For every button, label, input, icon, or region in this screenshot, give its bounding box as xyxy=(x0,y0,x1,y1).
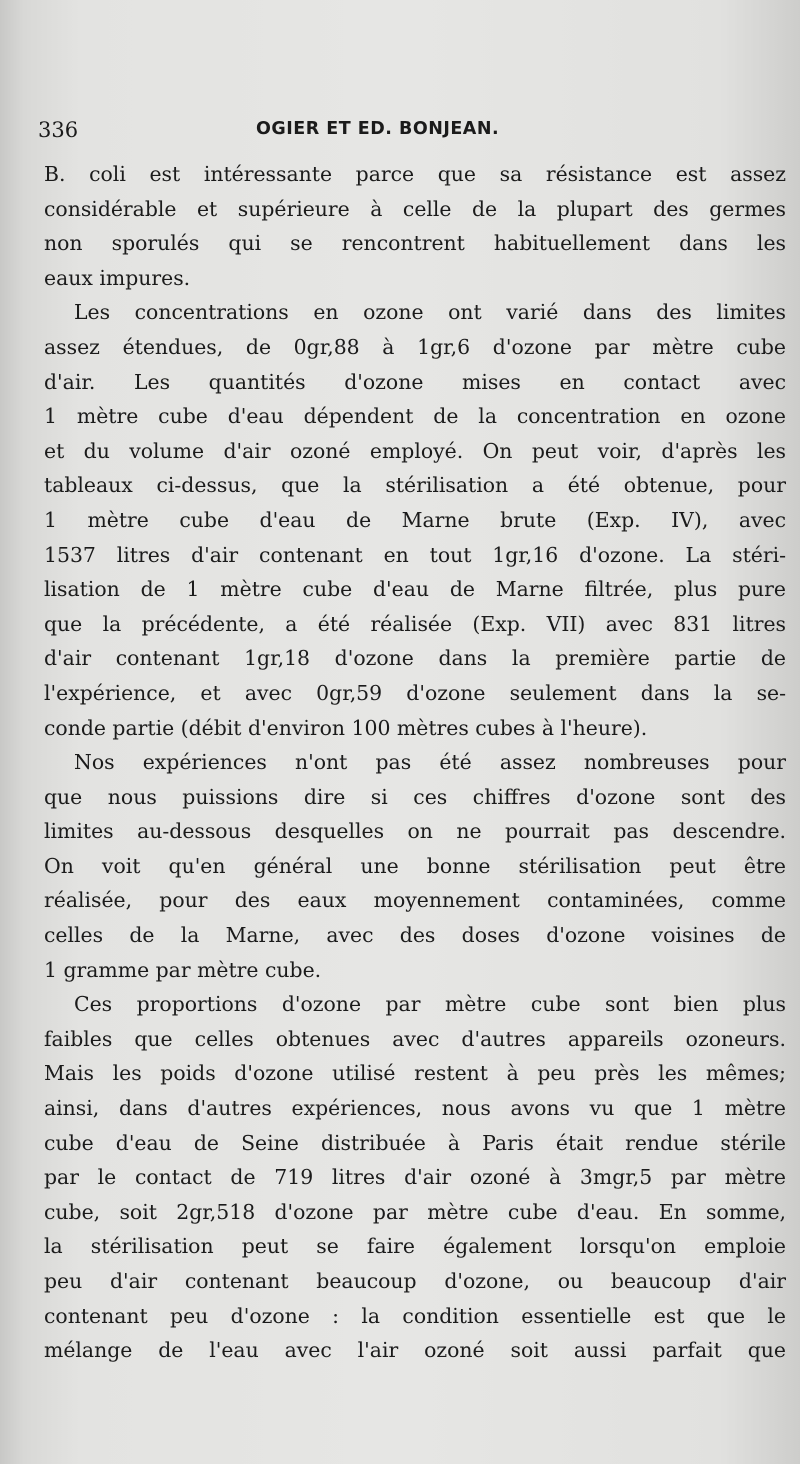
text-line: Nos expériences n'ont pas été assez nombreuses pour xyxy=(74,750,786,775)
text-line: mélange de l'eau avec l'air ozoné soit aussi parfait que xyxy=(44,1338,786,1363)
text-line: limites au-dessous desquelles on ne pourrait pas descendre. xyxy=(44,819,786,844)
text-line: et du volume d'air ozoné employé. On peut voir, d'après les xyxy=(44,438,786,463)
text-line: non sporulés qui se rencontrent habituellement dans les xyxy=(44,231,786,256)
text-line: cube, soit 2gr,518 d'ozone par mètre cube d'eau. En somme, xyxy=(44,1199,786,1224)
text-line: contenant peu d'ozone : la condition essentielle est que le xyxy=(44,1303,786,1328)
text-line: d'air. Les quantités d'ozone mises en contact avec xyxy=(44,369,786,394)
body-text xyxy=(44,157,786,1368)
text-line: 1537 litres d'air contenant en tout 1gr,16 d'ozone. La stéri- xyxy=(44,542,786,567)
text-line: On voit qu'en général une bonne stérilisation peut être xyxy=(44,853,786,878)
text-line: lisation de 1 mètre cube d'eau de Marne filtrée, plus pure xyxy=(44,577,786,602)
text-line: cube d'eau de Seine distribuée à Paris était rendue stérile xyxy=(44,1130,786,1155)
text-line: 1 gramme par mètre cube. xyxy=(44,957,322,982)
text-line: Mais les poids d'ozone utilisé restent à peu près les mêmes; xyxy=(44,1061,786,1086)
text-line: B. coli est intéressante parce que sa résistance est assez xyxy=(44,162,786,186)
text-line: celles de la Marne, avec des doses d'ozone voisines de xyxy=(44,923,786,948)
text-line: ainsi, dans d'autres expériences, nous avons vu que 1 mètre xyxy=(44,1096,786,1121)
page-header xyxy=(38,118,778,148)
text-line: par le contact de 719 litres d'air ozoné à 3mgr,5 par mètre xyxy=(44,1165,786,1190)
text-line: l'expérience, et avec 0gr,59 d'ozone seulement dans la se- xyxy=(44,680,786,705)
text-line: tableaux ci-dessus, que la stérilisation a été obtenue, pour xyxy=(44,473,786,498)
page-number: 336 xyxy=(38,118,79,142)
text-line: eaux impures. xyxy=(44,265,191,290)
text-line: considérable et supérieure à celle de la plupart des germes xyxy=(44,196,786,221)
text-line: que nous puissions dire si ces chiffres d'ozone sont des xyxy=(44,784,786,809)
text-line: la stérilisation peut se faire également lorsqu'on emploie xyxy=(44,1234,786,1259)
text-line: réalisée, pour des eaux moyennement contaminées, comme xyxy=(44,888,786,913)
text-line: 1 mètre cube d'eau de Marne brute (Exp. IV), avec xyxy=(44,507,786,532)
text-line: d'air contenant 1gr,18 d'ozone dans la première partie de xyxy=(44,646,786,671)
text-line: faibles que celles obtenues avec d'autres appareils ozoneurs. xyxy=(44,1026,786,1051)
text-line: Ces proportions d'ozone par mètre cube sont bien plus xyxy=(74,992,786,1017)
text-line: peu d'air contenant beaucoup d'ozone, ou beaucoup d'air xyxy=(44,1269,786,1293)
running-head: OGIER ET ED. BONJEAN. xyxy=(256,119,500,139)
text-line: conde partie (débit d'environ 100 mètres cubes à l'heure). xyxy=(44,715,648,740)
text-line: Les concentrations en ozone ont varié dans des limites xyxy=(74,300,786,325)
text-line: que la précédente, a été réalisée (Exp. VII) avec 831 litres xyxy=(44,611,786,636)
text-line: 1 mètre cube d'eau dépendent de la concentration en ozone xyxy=(44,404,786,429)
text-line: assez étendues, de 0gr,88 à 1gr,6 d'ozone par mètre cube xyxy=(44,334,786,359)
